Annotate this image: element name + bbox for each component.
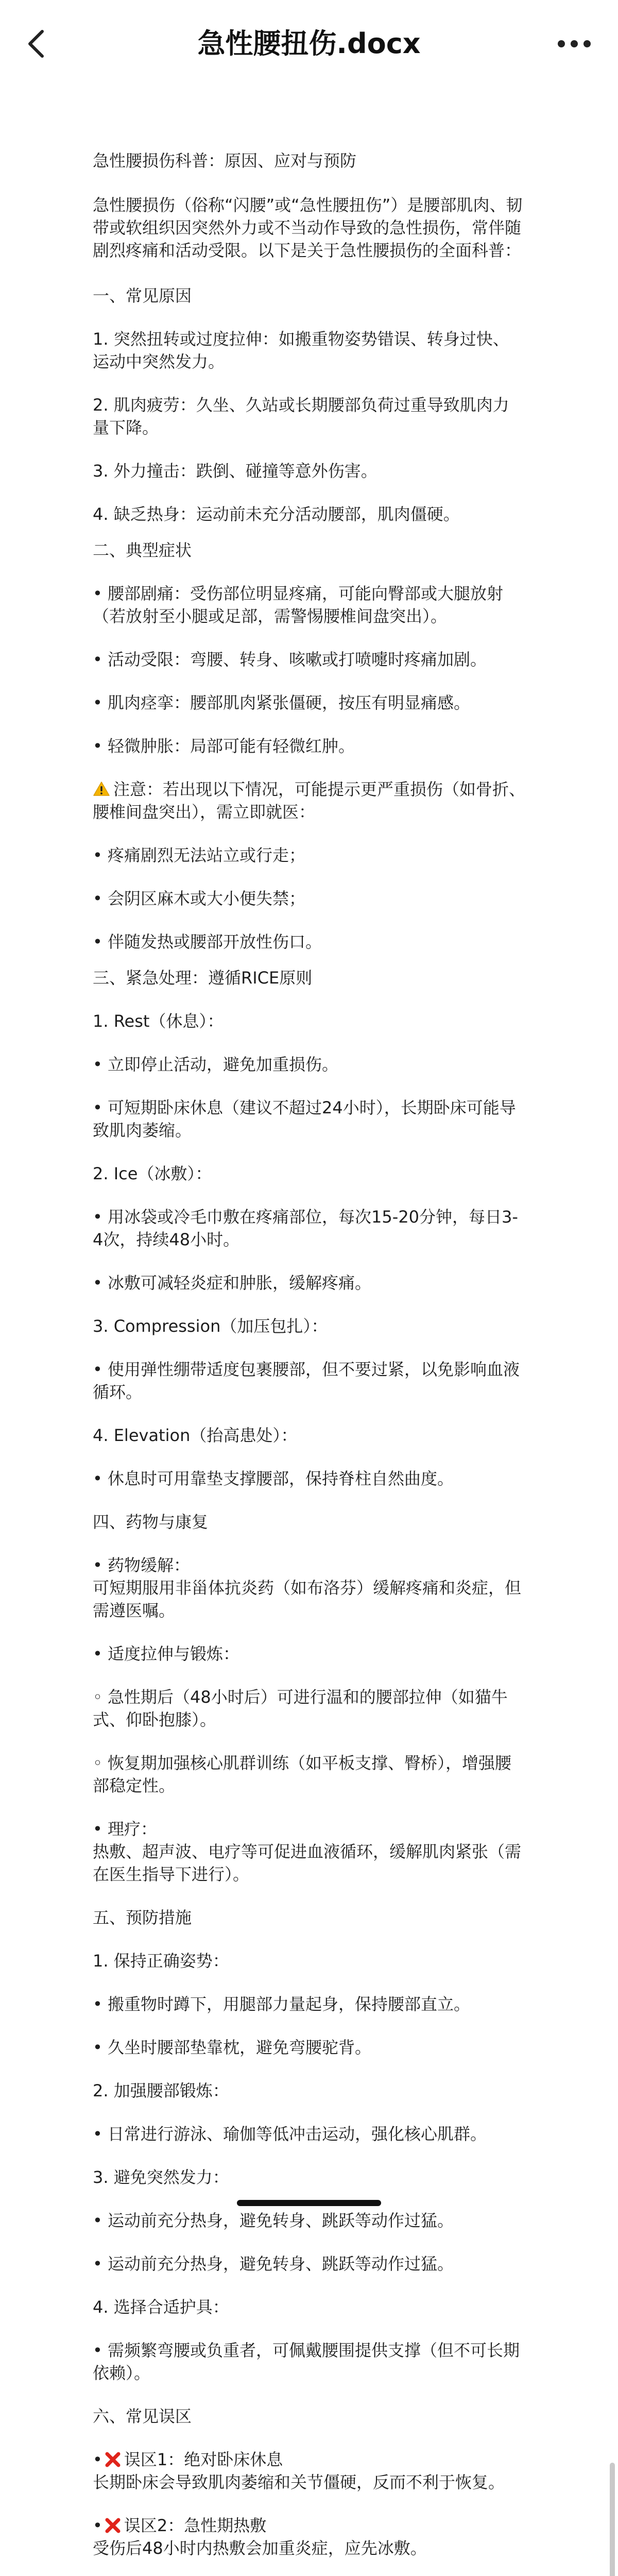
- drug-text: 可短期服用非甾体抗炎药（如布洛芬）缓解疼痛和炎症，但需遵医嘱。: [93, 1578, 522, 1620]
- warning-item: • 会阴区麻木或大小便失禁；: [93, 889, 306, 908]
- stretch-item: ◦ 急性期后（48小时后）可进行温和的腰部拉伸（如猫牛式、仰卧抱膝）。: [93, 1687, 508, 1730]
- warning-item: • 疼痛剧烈无法站立或行走；: [93, 845, 306, 865]
- rice-item: • 使用弹性绷带适度包裹腰部，但不要过紧，以免影响血液循环。: [93, 1360, 520, 1402]
- rice-item: • 休息时可用靠垫支撑腰部，保持脊柱自然曲度。: [93, 1469, 454, 1488]
- cause-item: 3. 外力撞击：跌倒、碰撞等意外伤害。: [93, 461, 377, 481]
- cause-item: 1. 突然扭转或过度拉伸：如搬重物姿势错误、转身过快、运动中突然发力。: [93, 329, 509, 371]
- document-title: 急性腰扭伤.docx: [197, 27, 421, 60]
- rice-item: • 冰敷可减轻炎症和肿胀，缓解疼痛。: [93, 1273, 372, 1293]
- warning-item: • 伴随发热或腰部开放性伤口。: [93, 932, 322, 952]
- prevention-heading: 1. 保持正确姿势：: [93, 1951, 229, 1971]
- document-body: [93, 149, 525, 2576]
- prevention-item: • 搬重物时蹲下，用腿部力量起身，保持腰部直立。: [93, 1994, 471, 2014]
- symptom-item: • 活动受限：弯腰、转身、咳嗽或打喷嚏时疼痛加剧。: [93, 650, 487, 669]
- prevention-item: • 日常进行游泳、瑜伽等低冲击运动，强化核心肌群。: [93, 2124, 487, 2144]
- mistake-title: 误区1：绝对卧床休息: [124, 2450, 283, 2469]
- mistake-text: 受伤后48小时内热敷会加重炎症，应先冰敷。: [93, 2538, 427, 2558]
- stretch-item: ◦ 恢复期加强核心肌群训练（如平板支撑、臀桥），增强腰部稳定性。: [93, 1753, 512, 1795]
- section-heading-symptoms: 二、典型症状: [93, 540, 192, 560]
- doc-title: 急性腰损伤科普：原因、应对与预防: [93, 151, 357, 171]
- section-heading-prevention: 五、预防措施: [93, 1908, 192, 1927]
- more-dots-icon: [556, 39, 592, 49]
- rice-compression-heading: 3. Compression（加压包扎）：: [93, 1316, 328, 1336]
- cause-item: 2. 肌肉疲劳：久坐、久站或长期腰部负荷过重导致肌肉力量下降。: [93, 395, 509, 437]
- symptom-item: • 轻微肿胀：局部可能有轻微红肿。: [93, 736, 355, 756]
- prevention-heading: 3. 避免突然发力：: [93, 2167, 229, 2187]
- therapy-text: 热敷、超声波、电疗等可促进血液循环，缓解肌肉紧张（需在医生指导下进行）。: [93, 1842, 522, 1884]
- back-button[interactable]: [21, 21, 52, 67]
- symptom-item: • 腰部剧痛：受伤部位明显疼痛，可能向臀部或大腿放射（若放射至小腿或足部，需警惕腰椎间盘突出）。: [93, 584, 504, 626]
- cause-item: 4. 缺乏热身：运动前未充分活动腰部，肌肉僵硬。: [93, 504, 460, 524]
- warning-text: 注意：若出现以下情况，可能提示更严重损伤（如骨折、腰椎间盘突出），需立即就医：: [93, 779, 526, 822]
- section-heading-causes: 一、常见原因: [93, 286, 192, 306]
- rice-item: • 立即停止活动，避免加重损伤。: [93, 1055, 339, 1074]
- stretch-heading: • 适度拉伸与锻炼：: [93, 1644, 240, 1664]
- drug-heading: • 药物缓解：: [93, 1555, 191, 1575]
- mistake-heading: • 误区1：绝对卧床休息: [93, 2450, 283, 2469]
- scrollbar-thumb[interactable]: [610, 2463, 615, 2576]
- prevention-item: • 需频繁弯腰或负重者，可佩戴腰围提供支撑（但不可长期依赖）。: [93, 2341, 520, 2383]
- rice-rest-heading: 1. Rest（休息）：: [93, 1011, 224, 1031]
- top-bar: [0, 0, 618, 88]
- therapy-heading: • 理疗：: [93, 1819, 158, 1839]
- intro-paragraph: 急性腰损伤（俗称“闪腰”或“急性腰扭伤”）是腰部肌肉、韧带或软组织因突然外力或不当动作导致的急性损伤，常伴随剧烈疼痛和活动受限。以下是关于急性腰损伤的全面科普：: [93, 195, 523, 260]
- rice-item: • 用冰袋或冷毛巾敷在疼痛部位，每次15-20分钟，每日3-4次，持续48小时。: [93, 1207, 518, 1249]
- section-heading-mistakes: 六、常见误区: [93, 2406, 192, 2426]
- prevention-item: • 运动前充分热身，避免转身、跳跃等动作过猛。: [93, 2254, 454, 2274]
- prevention-item: • 运动前充分热身，避免转身、跳跃等动作过猛。: [93, 2211, 454, 2230]
- mistake-heading: • 误区2：急性期热敷: [93, 2516, 267, 2535]
- rice-elevation-heading: 4. Elevation（抬高患处）：: [93, 1426, 298, 1445]
- section-heading-first-aid: 三、紧急处理：遵循RICE原则: [93, 968, 313, 988]
- rice-ice-heading: 2. Ice（冰敷）：: [93, 1164, 212, 1183]
- cross-mark-icon: [105, 2451, 121, 2468]
- prevention-heading: 4. 选择合适护具：: [93, 2297, 229, 2317]
- warning-icon: [93, 781, 110, 796]
- warning-paragraph: [93, 778, 525, 823]
- selection-handle[interactable]: [237, 2200, 381, 2206]
- prevention-heading: 2. 加强腰部锻炼：: [93, 2081, 229, 2100]
- mistake-text: 长期卧床会导致肌肉萎缩和关节僵硬，反而不利于恢复。: [93, 2472, 505, 2492]
- section-heading-rehab: 四、药物与康复: [93, 1512, 209, 1532]
- prevention-item: • 久坐时腰部垫靠枕，避免弯腰驼背。: [93, 2038, 372, 2057]
- chevron-left-icon: [26, 28, 46, 59]
- mistake-title: 误区2：急性期热敷: [124, 2516, 267, 2535]
- rice-item: • 可短期卧床休息（建议不超过24小时），长期卧床可能导致肌肉萎缩。: [93, 1098, 516, 1140]
- cross-mark-icon: [105, 2517, 121, 2534]
- symptom-item: • 肌肉痉挛：腰部肌肉紧张僵硬，按压有明显痛感。: [93, 693, 471, 713]
- more-button[interactable]: [551, 21, 597, 67]
